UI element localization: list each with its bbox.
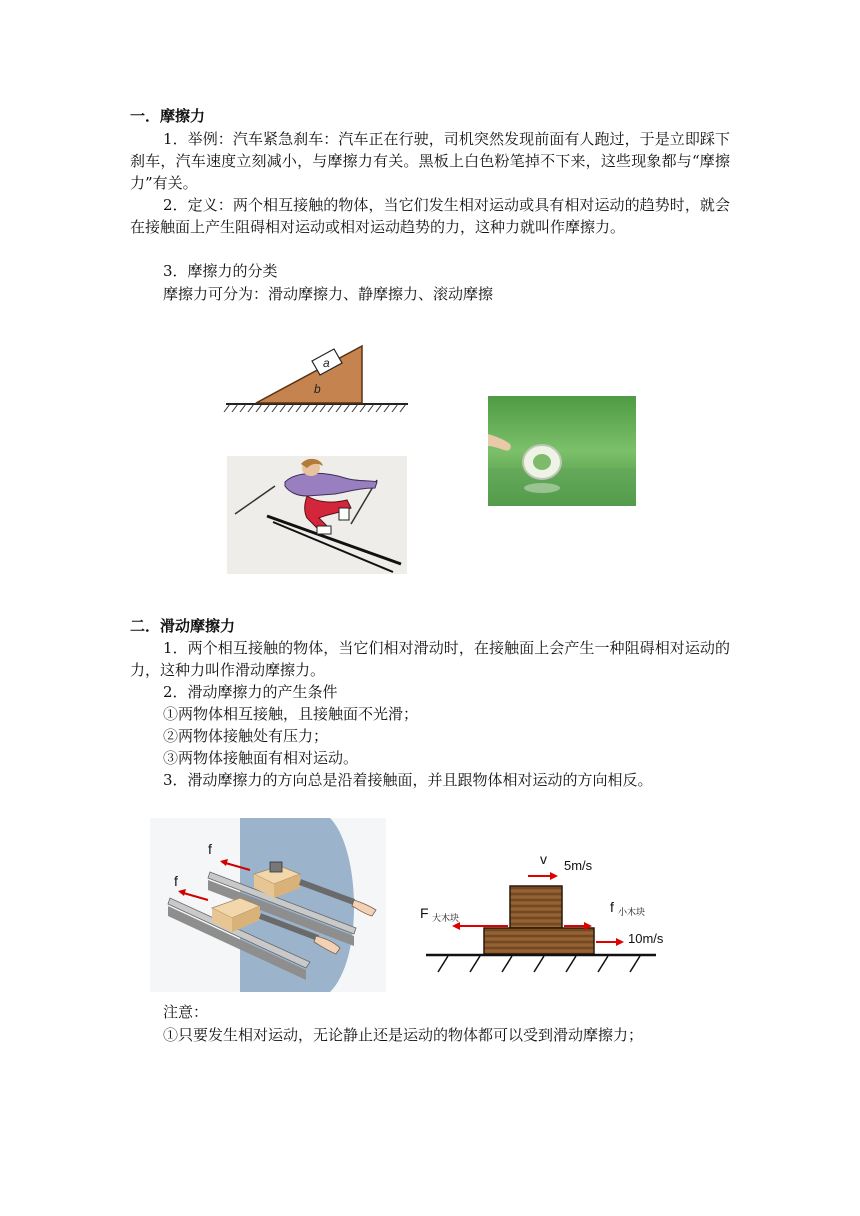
note-1: ①只要发生相对运动，无论静止还是运动的物体都可以受到滑动摩擦力； xyxy=(163,1026,644,1044)
label-f-bottom: f xyxy=(174,873,178,889)
condition-1: ①两物体相互接触，且接触面不光滑； xyxy=(163,705,419,723)
label-f2: f xyxy=(610,899,614,915)
condition-2: ②两物体接触处有压力； xyxy=(163,727,329,745)
label-v: v xyxy=(540,851,547,867)
section1-classification-heading: 3．摩擦力的分类 xyxy=(163,262,278,280)
condition-3: ③两物体接触面有相对运动。 xyxy=(163,749,359,767)
stacked-blocks-diagram xyxy=(418,850,664,976)
section2-conditions-heading: 2．滑动摩擦力的产生条件 xyxy=(163,683,338,701)
rolling-ring-photo xyxy=(488,396,636,506)
label-f2-sub: 小木块 xyxy=(618,907,646,917)
section1-classification-text: 摩擦力可分为：滑动摩擦力、静摩擦力、滚动摩擦 xyxy=(163,285,494,303)
section2-title: 二．滑动摩擦力 xyxy=(130,617,236,635)
section1-example: 1．举例：汽车紧急刹车：汽车正在行驶，司机突然发现前面有人跑过，于是立即踩下刹车，汽车速度立刻减小，与摩擦力有关。黑板上白色粉笔掉不下来，这些现象都与“摩擦力”有关。 xyxy=(130,130,730,192)
section1-definition: 2．定义：两个相互接触的物体，当它们发生相对运动或具有相对运动的趋势时，就会在接触面上产生阻碍相对运动或相对运动趋势的力，这种力就叫作摩擦力。 xyxy=(130,196,730,236)
incline-wedge-b xyxy=(256,346,362,403)
section2-direction: 3．滑动摩擦力的方向总是沿着接触面，并且跟物体相对运动的方向相反。 xyxy=(163,771,653,789)
section2-definition: 1．两个相互接触的物体，当它们相对滑动时，在接触面上会产生一种阻碍相对运动的力，这种力叫作滑动摩擦力。 xyxy=(130,639,730,679)
label-F: F xyxy=(420,905,429,921)
small-block xyxy=(510,886,562,928)
label-a: a xyxy=(323,356,330,370)
notes-title: 注意： xyxy=(163,1003,209,1021)
large-block xyxy=(484,928,594,954)
skier-figure xyxy=(227,456,407,574)
label-v-value: 5m/s xyxy=(564,858,593,873)
incline-figure xyxy=(222,340,412,420)
label-speed2: 10m/s xyxy=(628,931,664,946)
friction-experiment-figure xyxy=(150,818,386,992)
section1-title: 一．摩擦力 xyxy=(130,107,206,125)
label-F-sub: 大木块 xyxy=(432,913,460,923)
label-f-top: f xyxy=(208,841,212,857)
label-b: b xyxy=(314,382,321,396)
